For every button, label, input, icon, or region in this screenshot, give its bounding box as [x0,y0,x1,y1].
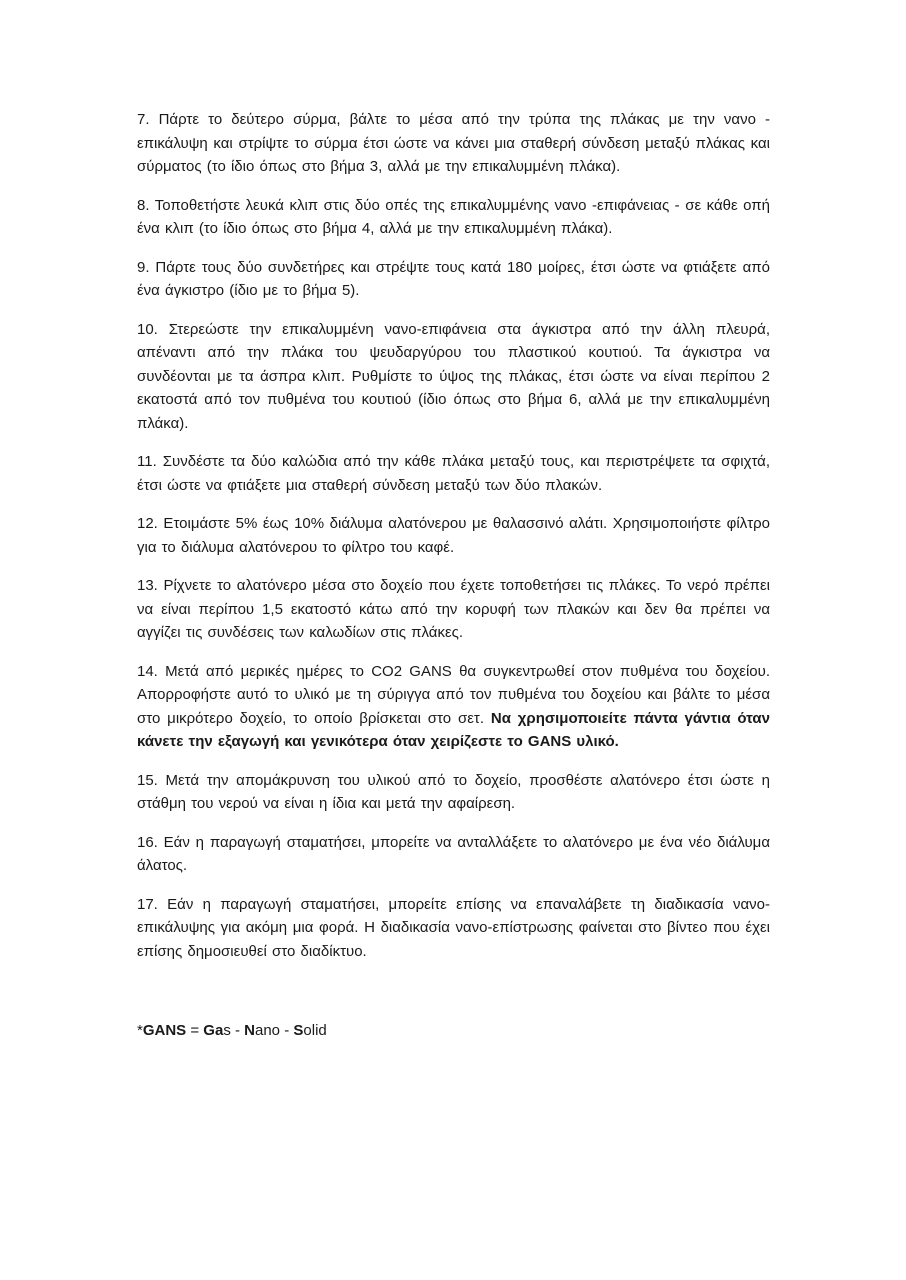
step-10-text: 10. Στερεώστε την επικαλυμμένη νανο-επιφάνεια στα άγκιστρα από την άλλη πλευρά, απέναντι από την πλάκα του ψευδαργύρου του πλαστικού κουτιού. Τα άγκιστρα να συνδέονται με τα άσπρα κλιπ. Ρυθμίστε το ύψος της πλάκας, έτσι ώστε να είναι περίπου 2 εκατοστά από τον πυθμένα του κουτιού (ίδιο όπως στο βήμα 6, αλλά με την επικαλυμμένη πλάκα). [137,320,770,432]
step-16-text: 16. Εάν η παραγωγή σταματήσει, μπορείτε να ανταλλάξετε το αλατόνερο με ένα νέο διάλυμα άλατος. [137,833,770,874]
document-body [137,108,770,978]
footnote-so: S [293,1022,304,1039]
gans-footnote [137,1019,770,1043]
step-11-text: 11. Συνδέστε τα δύο καλώδια από την κάθε πλάκα μεταξύ τους, και περιστρέψετε τα σφιχτά, έτσι ώστε να φτιάξετε μια σταθερή σύνδεση μεταξύ των δύο πλακών. [137,453,770,494]
footnote-s: s [223,1022,231,1039]
footnote-olid: olid [303,1022,327,1039]
step-12-text: 12. Ετοιμάστε 5% έως 10% διάλυμα αλατόνερου με θαλασσινό αλάτι. Χρησιμοποιήστε φίλτρο για το διάλυμα αλατόνερου το φίλτρο του καφέ. [137,515,770,556]
step-13-text: 13. Ρίχνετε το αλατόνερο μέσα στο δοχείο που έχετε τοποθετήσει τις πλάκες. Το νερό πρέπει να είναι περίπου 1,5 εκατοστό κάτω από την κορυφή των πλακών και δεν θα πρέπει να αγγίζει τις συνδέσεις των καλωδίων στις πλάκες. [137,577,770,641]
step-14-warning: Να χρησιμοποιείτε πάντα γάντια όταν κάνετε την εξαγωγή και γενικότερα όταν χειρίζεστε το GANS υλικό. [137,709,770,750]
footnote-sep-1: - [230,1022,245,1039]
step-17-paragraph [137,893,770,964]
step-9-text: 9. Πάρτε τους δύο συνδετήρες και στρέψτε τους κατά 180 μοίρες, έτσι ώστε να φτιάξετε από ένα άγκιστρο (ίδιο με το βήμα 5). [137,258,770,299]
step-14-text: 14. Μετά από μερικές ημέρες το CO2 GANS θα συγκεντρωθεί στον πυθμένα του δοχείου. Απορροφήστε αυτό το υλικό με τη σύριγγα από τον πυθμένα του δοχείου και βάλτε το μέσα στο μικρότερο δοχείο, το οποίο βρίσκεται στο σετ. [137,662,770,727]
step-7-paragraph [137,108,770,179]
step-7-text: 7. Πάρτε το δεύτερο σύρμα, βάλτε το μέσα από την τρύπα της πλάκας με την νανο - επικάλυψη και στρίψτε το σύρμα έτσι ώστε να κάνει μια σταθερή σύνδεση μεταξύ πλάκας και σύρματος (το ίδιο όπως στο βήμα 3, αλλά με την επικαλυμμένη πλάκα). [137,111,770,175]
step-15-text: 15. Μετά την απομάκρυνση του υλικού από το δοχείο, προσθέστε αλατόνερο έτσι ώστε η στάθμη του νερού να είναι η ίδια και μετά την αφαίρεση. [137,771,770,812]
step-11-paragraph [137,450,770,497]
footnote-ano: ano [255,1022,281,1039]
footnote-g: G [203,1022,215,1039]
step-8-paragraph [137,194,770,241]
step-13-paragraph [137,574,770,645]
footnote-sep-2: - [280,1022,294,1039]
step-17-text: 17. Εάν η παραγωγή σταματήσει, μπορείτε επίσης να επαναλάβετε τη διαδικασία νανο-επικάλυψης για ακόμη μια φορά. Η διαδικασία νανο-επίστρωσης φαίνεται στο βίντεο που έχει επίσης δημοσιευθεί στο διαδίκτυο. [137,895,770,960]
step-16-paragraph [137,831,770,878]
step-10-paragraph [137,318,770,436]
step-12-paragraph [137,512,770,559]
footnote-n: N [244,1022,255,1039]
footnote-equals: = [186,1022,204,1039]
step-9-paragraph [137,256,770,303]
footnote-a: a [214,1022,224,1039]
footnote-acronym: GANS [142,1022,187,1039]
step-8-text: 8. Τοποθετήστε λευκά κλιπ στις δύο οπές της επικαλυμμένης νανο -επιφάνειας - σε κάθε οπή ένα κλιπ (το ίδιο όπως στο βήμα 4, αλλά με την επικαλυμμένη πλάκα). [137,196,770,237]
step-14-paragraph [137,660,770,754]
footnote-star: * [137,1022,143,1039]
step-15-paragraph [137,769,770,816]
